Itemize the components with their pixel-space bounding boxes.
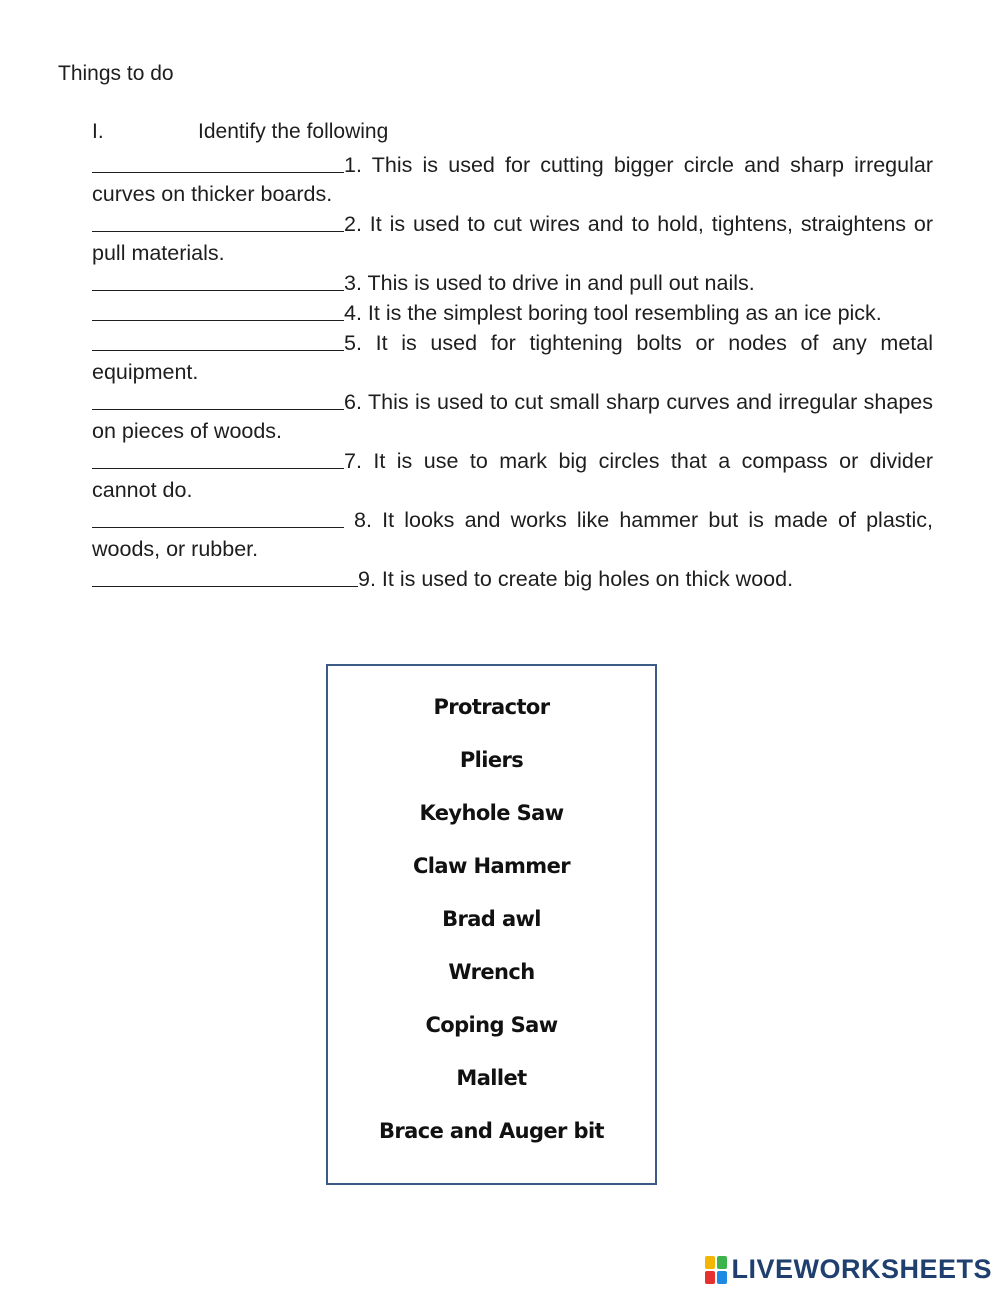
question-item bbox=[92, 268, 933, 298]
answer-blank-2[interactable] bbox=[92, 209, 344, 232]
question-text: It is the simplest boring tool resembling as an ice pick. bbox=[367, 301, 882, 325]
word-bank-item: Coping Saw bbox=[425, 1013, 558, 1037]
question-number: 8. bbox=[354, 508, 372, 532]
word-bank-item: Brad awl bbox=[442, 907, 541, 931]
answer-blank-5[interactable] bbox=[92, 328, 344, 351]
question-item bbox=[92, 150, 933, 209]
word-bank-item: Protractor bbox=[433, 695, 550, 719]
liveworksheets-logo-icon bbox=[705, 1256, 727, 1284]
question-number: 9. bbox=[358, 567, 376, 591]
section-numeral: I. bbox=[92, 120, 104, 143]
word-bank-list bbox=[328, 688, 655, 1165]
answer-blank-3[interactable] bbox=[92, 268, 344, 291]
word-bank-item: Brace and Auger bit bbox=[378, 1119, 604, 1143]
logo-cell bbox=[717, 1256, 727, 1269]
question-item bbox=[92, 298, 933, 328]
question-item bbox=[92, 564, 933, 594]
brand-watermark bbox=[705, 1254, 992, 1285]
question-item bbox=[92, 328, 933, 387]
answer-blank-4[interactable] bbox=[92, 298, 344, 321]
question-text: It is used to create big holes on thick wood. bbox=[381, 567, 794, 591]
logo-cell bbox=[717, 1271, 727, 1284]
question-text: This is used to cut small sharp curves and irregular shapes on pieces of woods. bbox=[92, 390, 933, 443]
word-bank-item: Wrench bbox=[448, 960, 535, 984]
answer-blank-7[interactable] bbox=[92, 446, 344, 469]
question-list bbox=[92, 150, 933, 594]
question-number: 4. bbox=[344, 301, 362, 325]
answer-blank-8[interactable] bbox=[92, 505, 344, 528]
word-bank-item: Keyhole Saw bbox=[419, 801, 564, 825]
question-number: 2. bbox=[344, 212, 362, 236]
word-bank-item: Claw Hammer bbox=[412, 854, 570, 878]
word-bank-item: Mallet bbox=[456, 1066, 527, 1090]
question-number: 7. bbox=[344, 449, 362, 473]
logo-cell bbox=[705, 1271, 715, 1284]
question-number: 1. bbox=[344, 153, 362, 177]
page-title: Things to do bbox=[58, 62, 174, 85]
logo-cell bbox=[705, 1256, 715, 1269]
question-item bbox=[92, 209, 933, 268]
question-item bbox=[92, 387, 933, 446]
question-text: It is used for tightening bolts or nodes of any metal equipment. bbox=[92, 331, 933, 384]
answer-blank-6[interactable] bbox=[92, 387, 344, 410]
question-number: 3. bbox=[344, 271, 362, 295]
question-item bbox=[92, 446, 933, 505]
word-bank-item: Pliers bbox=[459, 748, 524, 772]
brand-name: LIVEWORKSHEETS bbox=[731, 1254, 992, 1284]
question-text: It looks and works like hammer but is made of plastic, woods, or rubber. bbox=[92, 508, 933, 561]
question-text: This is used for cutting bigger circle and sharp irregular curves on thicker boards. bbox=[92, 153, 933, 206]
question-item bbox=[92, 505, 933, 564]
question-text: It is use to mark big circles that a compass or divider cannot do. bbox=[92, 449, 933, 502]
answer-blank-9[interactable] bbox=[92, 564, 358, 587]
section-heading-text: Identify the following bbox=[198, 120, 389, 143]
question-number: 5. bbox=[344, 331, 362, 355]
question-text: It is used to cut wires and to hold, tightens, straightens or pull materials. bbox=[92, 212, 933, 265]
word-bank-box bbox=[326, 664, 657, 1185]
section-heading bbox=[92, 120, 592, 144]
question-number: 6. bbox=[344, 390, 362, 414]
answer-blank-1[interactable] bbox=[92, 150, 344, 173]
question-text: This is used to drive in and pull out nails. bbox=[367, 271, 755, 295]
